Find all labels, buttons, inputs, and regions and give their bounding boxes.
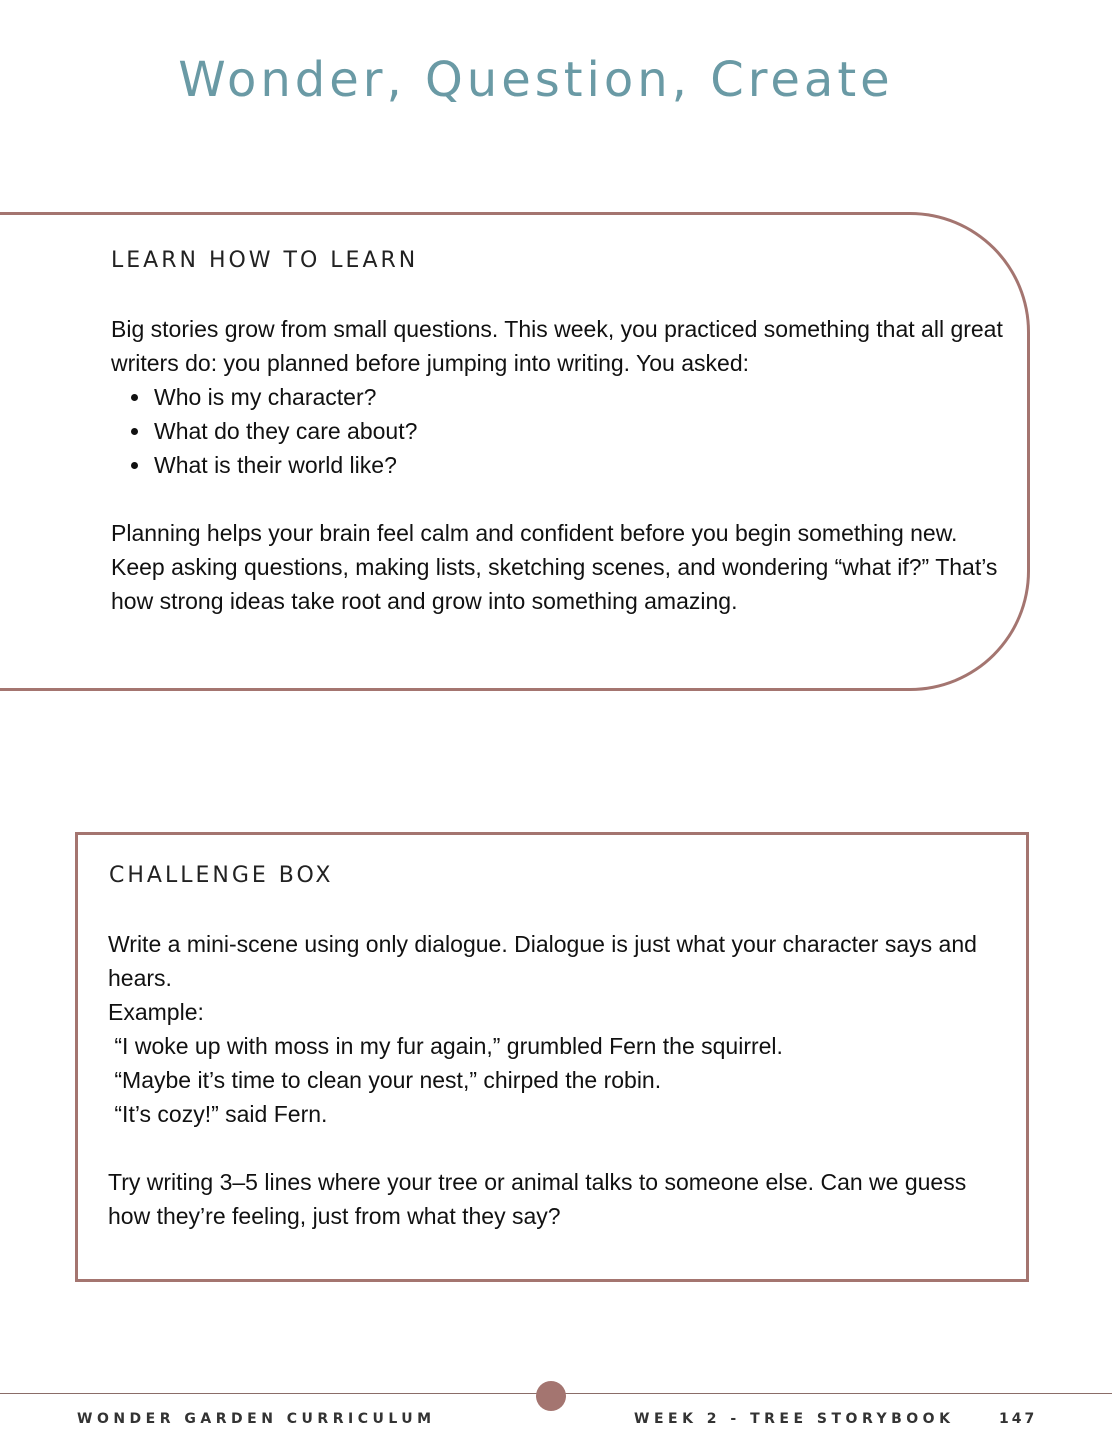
bullet-icon [131,428,138,435]
list-item: What do they care about? [111,414,417,448]
challenge-section-heading: CHALLENGE BOX [109,863,334,888]
footer-curriculum-name: WONDER GARDEN CURRICULUM [77,1411,436,1427]
example-dialogue-line: “It’s cozy!” said Fern. [108,1101,328,1127]
example-label: Example: [108,999,204,1025]
page-title: Wonder, Question, Create [178,52,894,108]
learn-section-heading: LEARN HOW TO LEARN [111,248,419,273]
list-item: What is their world like? [111,448,417,482]
example-dialogue-line: “Maybe it’s time to clean your nest,” chirped the robin. [108,1067,662,1093]
bullet-icon [131,462,138,469]
bullet-icon [131,394,138,401]
page-number: 147 [999,1411,1038,1427]
learn-outro-paragraph: Planning helps your brain feel calm and confident before you begin something new. Keep asking questions, making lists, sketching scenes, and wondering “what if?” That’s how strong ideas take root and grow into something amazing. [111,520,998,614]
challenge-instructions [108,927,998,1131]
list-item: Who is my character? [111,380,417,414]
challenge-intro: Write a mini-scene using only dialogue. Dialogue is just what your character says and hears. [108,931,977,991]
footer-dot-ornament [536,1381,566,1411]
question-list [111,380,417,482]
learn-intro-paragraph: Big stories grow from small questions. This week, you practiced something that all great writers do: you planned before jumping into writing. You asked: [111,316,1003,376]
challenge-prompt: Try writing 3–5 lines where your tree or animal talks to someone else. Can we guess how they’re feeling, just from what they say? [108,1169,967,1229]
footer-week-label: WEEK 2 - TREE STORYBOOK [634,1411,955,1427]
example-dialogue-line: “I woke up with moss in my fur again,” grumbled Fern the squirrel. [108,1033,783,1059]
